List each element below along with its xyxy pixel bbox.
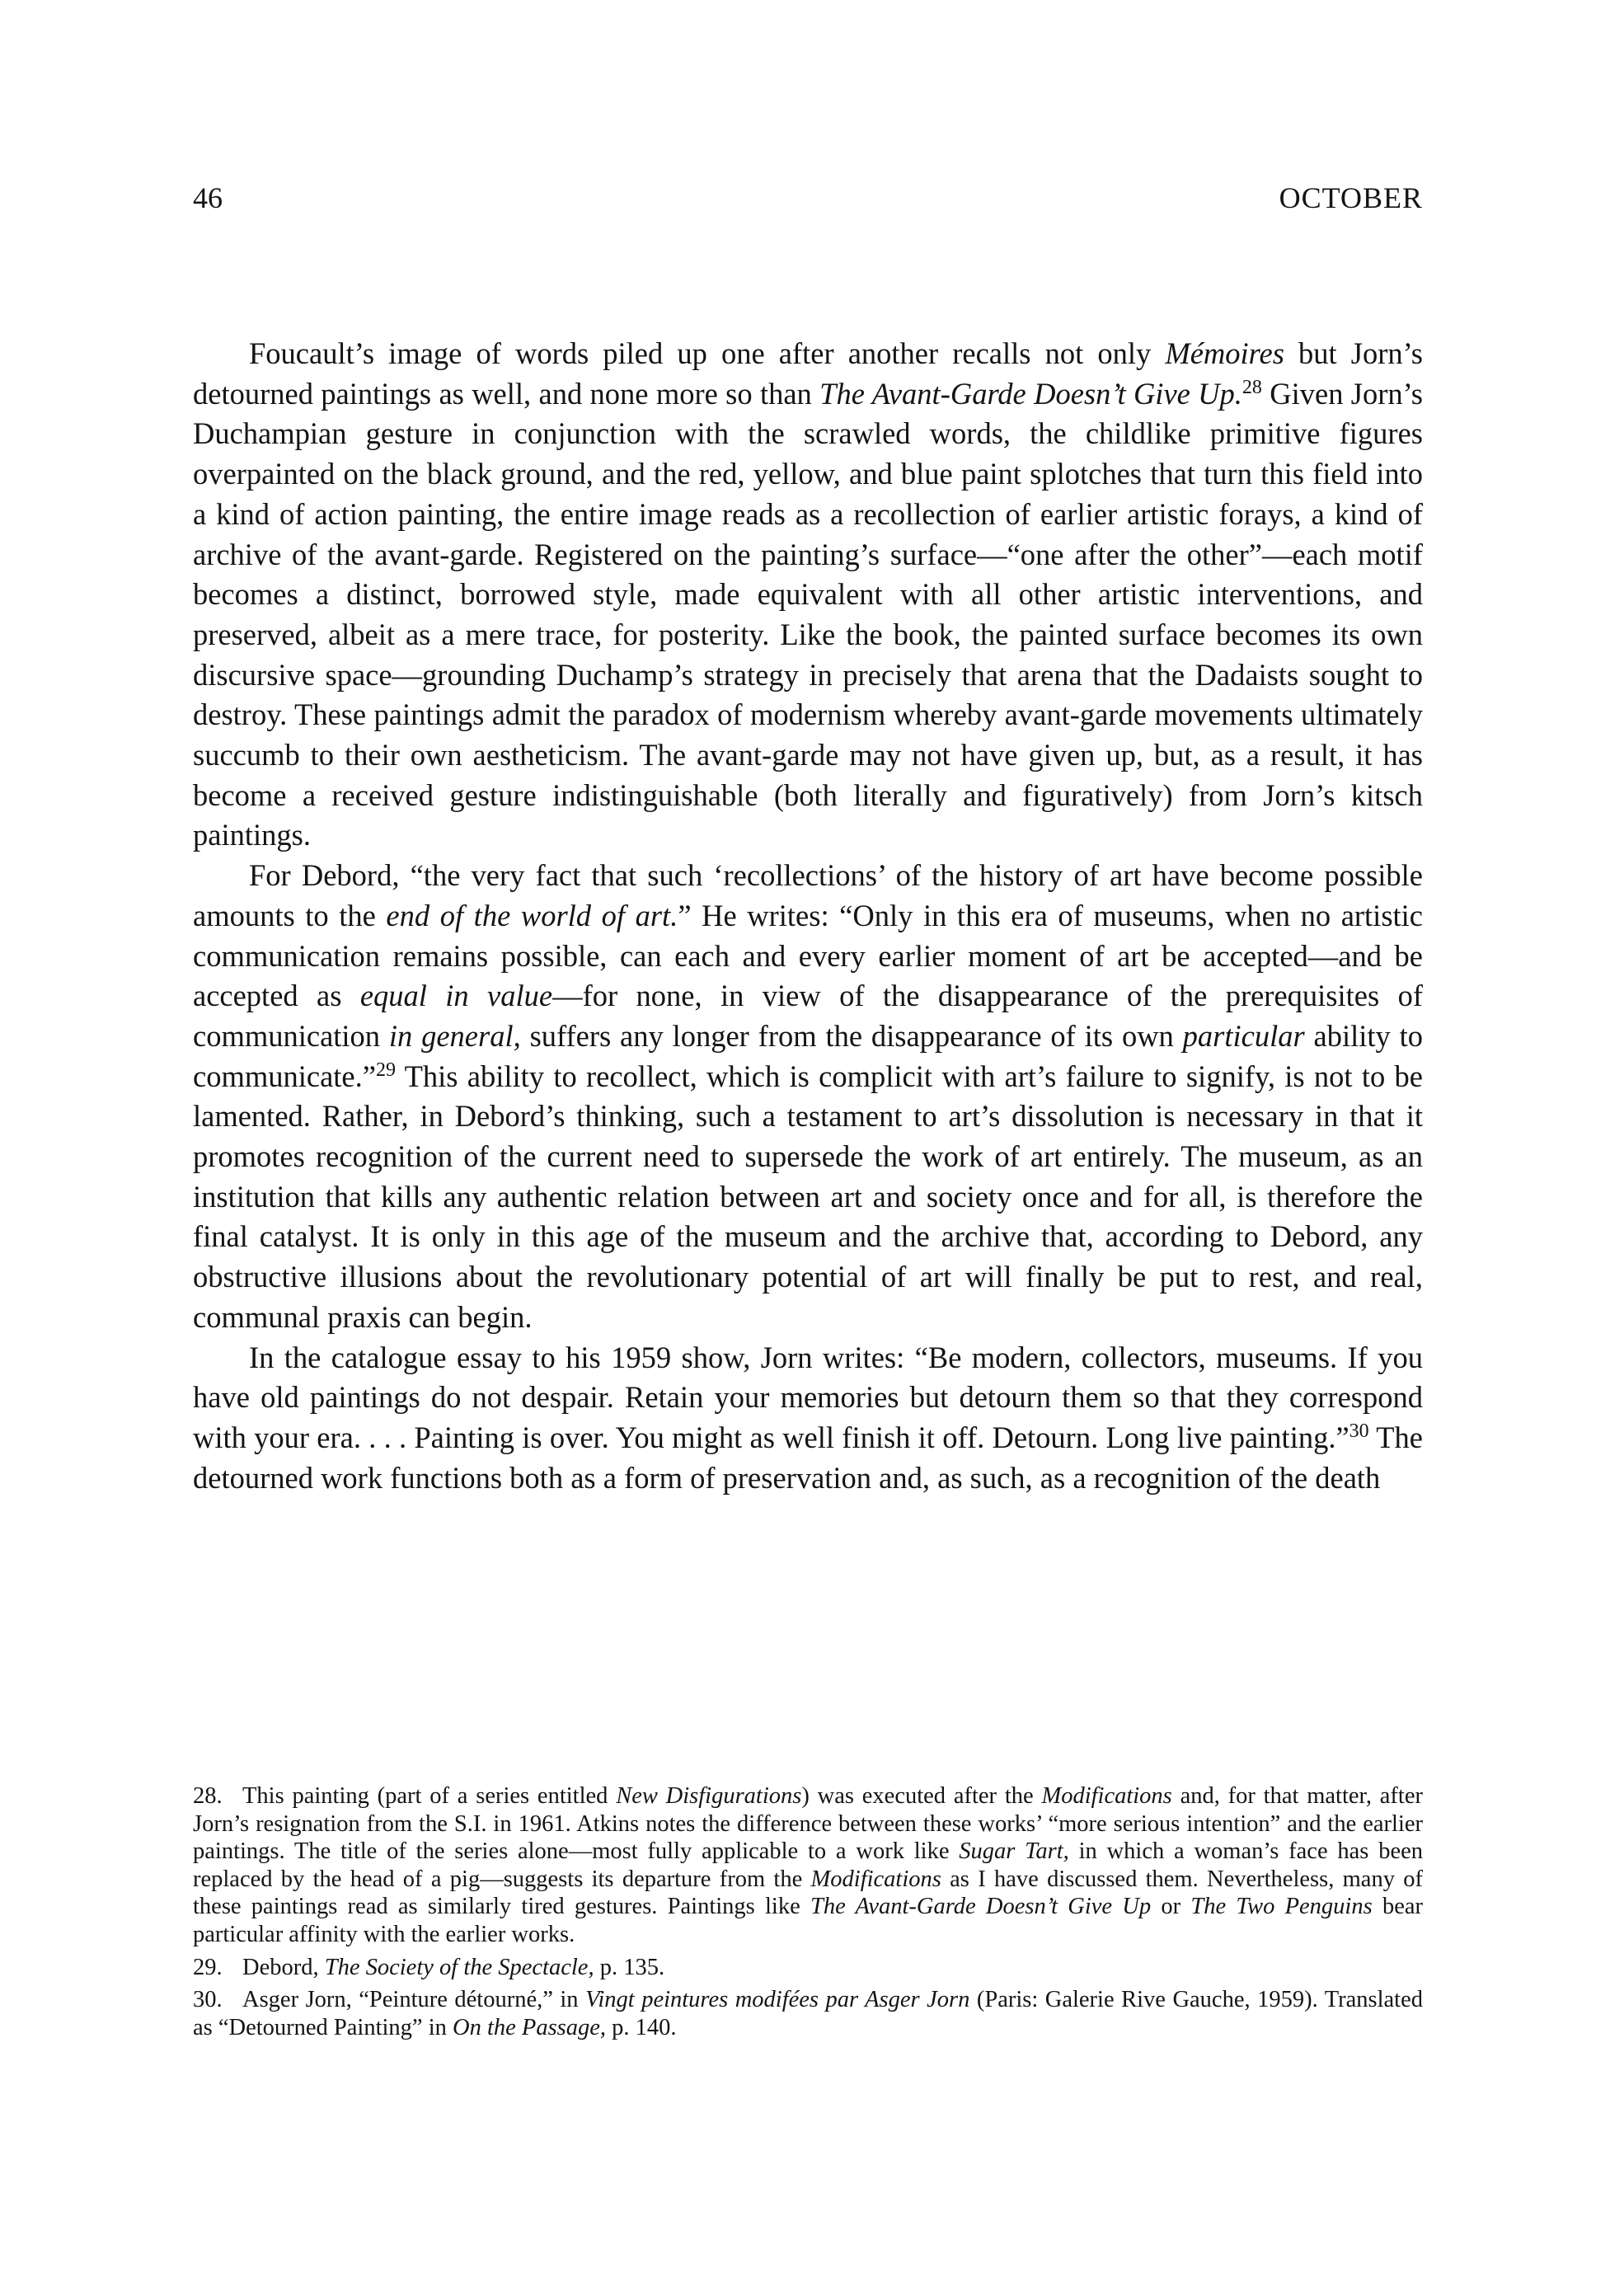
paragraph-1: Foucault’s image of words piled up one after another recalls not only Mémoires but Jorn’s detourned paintings as well, and none more so than The Avant-Garde Doesn’t Give Up.$^{28}$ Given Jorn’s Duchampian gesture in conjunction with the scrawled words, the childlike primitive figures overpainted on the black ground, and the red, yellow, and blue paint splotches that turn this field into a kind of action painting, the entire image reads as a recollection of earlier artistic forays, a kind of archive of the avant-garde. Registered on the painting’s surface—“one after the other”—each motif becomes a distinct, borrowed style, made equivalent with all other artistic interventions, and preserved, albeit as a mere trace, for posterity. Like the book, the painted surface becomes its own discursive space—grounding Duchamp’s strategy in precisely that arena that the Dadaists sought to destroy. These paintings admit the paradox of modernism whereby avant-garde movements ultimately succumb to their own aestheticism. The avant-garde may not have given up, but, as a result, it has become a received gesture indistinguishable (both literally and figuratively) from Jorn’s kitsch paintings. bbox=[193, 336, 1424, 852]
footnote-28: 28. This painting (part of a series entitled New Disfigurations) was executed after the Modifications and, for that matter, after Jorn’s resignation from the S.I. in 1961. Atkins notes the difference between these works’ “more serious intention” and the earlier paintings. The title of the series alone—most fully applicable to a work like Sugar Tart, in which a woman’s face has been replaced by the head of a pig—suggests its departure from the Modifications as I have discussed them. Nevertheless, many of these paintings read as similarly tired gestures. Paintings like The Avant-Garde Doesn’t Give Up or The Two Penguins bear particular affinity with the earlier works. bbox=[193, 1783, 1423, 1947]
footnote-ref-28[interactable]: 28 bbox=[1241, 376, 1262, 398]
footnote-number: 30. bbox=[193, 1987, 223, 2013]
footnote-number: 29. bbox=[193, 1954, 223, 1980]
footnotes bbox=[193, 1782, 1423, 2046]
footnote-30: 30. Asger Jorn, “Peinture détourné,” in Vingt peintures modifées par Asger Jorn (Paris: Galerie Rive Gauche, 1959). Translated as “Detourned Painting” in On the Passage, p. 140. bbox=[193, 1987, 1423, 2040]
page-number: 46 bbox=[193, 181, 223, 214]
paragraph-3: In the catalogue essay to his 1959 show, Jorn writes: “Be modern, collectors, museums. If you have old paintings do not despair. Retain your memories but detourn them so that they correspond with your era. . . . Painting is over. You might as well finish it off. Detourn. Long live painting.”$^{30}$ The detourned work functions both as a form of preservation and, as such, as a recognition of the death bbox=[193, 1340, 1423, 1495]
main-text bbox=[193, 334, 1423, 1498]
footnote-29: 29. Debord, The Society of the Spectacle, p. 135. bbox=[193, 1954, 665, 1980]
footnote-ref-30[interactable]: 30 bbox=[1349, 1420, 1369, 1442]
paragraph-2: For Debord, “the very fact that such ‘recollections’ of the history of art have become possible amounts to the end of the world of art.” He writes: “Only in this era of museums, when no artistic communication remains possible, can each and every earlier moment of art be accepted—and be accepted as equal in value—for none, in view of the disappearance of the prerequisites of communication in general, suffers any longer from the disappearance of its own particular ability to communicate.”$^{29}$ This ability to recollect, which is complicit with art’s failure to signify, is not to be lamented. Rather, in Debord’s thinking, such a testament to art’s dissolution is necessary in that it promotes recognition of the current need to supersede the work of art entirely. The museum, as an institution that kills any authentic relation between art and society once and for all, is therefore the final catalyst. It is only in this age of the museum and the archive that, according to Debord, any obstructive illusions about the revolutionary potential of art will finally be put to rest, and real, communal praxis can begin. bbox=[193, 858, 1424, 1334]
journal-title: OCTOBER bbox=[1279, 181, 1423, 214]
footnote-ref-29[interactable]: 29 bbox=[375, 1059, 396, 1081]
footnote-number: 28. bbox=[193, 1783, 223, 1809]
